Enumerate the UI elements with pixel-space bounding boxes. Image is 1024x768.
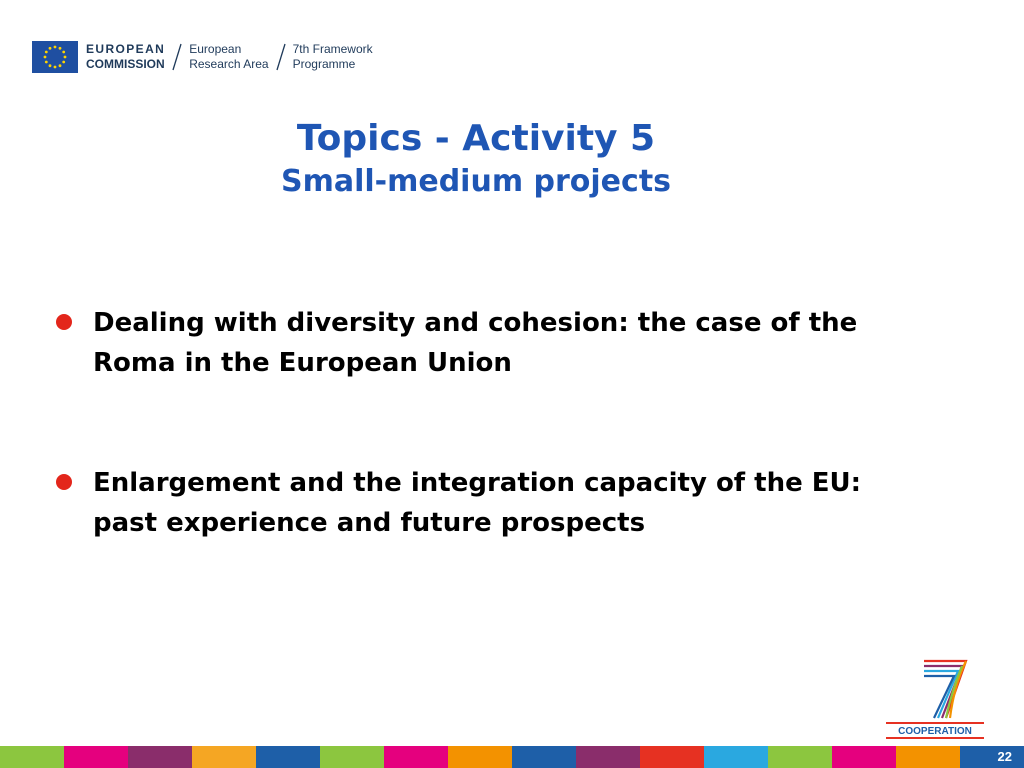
color-strip-segment: [256, 746, 320, 768]
bullet-item: [56, 303, 936, 383]
color-strip-segment: [320, 746, 384, 768]
color-strip-segment: [768, 746, 832, 768]
color-strip-segment: [128, 746, 192, 768]
color-strip-segment: [64, 746, 128, 768]
footer-color-strip: [0, 746, 1024, 768]
bullet-marker-icon: [56, 474, 72, 490]
bullet-item: [56, 463, 936, 543]
framework-programme-label: [293, 42, 373, 72]
bullet-text: Enlargement and the integration capacity of the EU: past experience and future prospects: [93, 468, 862, 538]
slide-title: Topics - Activity 5: [296, 118, 656, 159]
research-line-2: Research Area: [189, 57, 269, 71]
color-strip-segment: [960, 746, 1024, 768]
color-strip-segment: [192, 746, 256, 768]
fp-line-1: 7th Framework: [292, 42, 373, 56]
color-strip-segment: [640, 746, 704, 768]
color-strip-segment: [832, 746, 896, 768]
color-strip-segment: [512, 746, 576, 768]
research-area-label: [189, 42, 268, 72]
bullet-text: Dealing with diversity and cohesion: the case of the Roma in the European Union: [93, 308, 858, 378]
slide-title-block: [0, 115, 952, 201]
european-commission-label: [86, 42, 165, 72]
color-strip-segment: [384, 746, 448, 768]
commission-line-1: EUROPEAN: [86, 42, 166, 56]
fp-line-2: Programme: [292, 57, 356, 71]
bullet-marker-icon: [56, 314, 72, 330]
color-strip-segment: [0, 746, 64, 768]
color-strip-segment: [704, 746, 768, 768]
color-strip-segment: [896, 746, 960, 768]
divider-slash-icon: [275, 42, 287, 72]
cooperation-label: COOPERATION: [898, 726, 972, 737]
divider-slash-icon: [171, 42, 183, 72]
page-number: 22: [997, 749, 1012, 764]
eu-flag-icon: [32, 41, 78, 73]
research-line-1: European: [189, 42, 242, 56]
commission-line-2: COMMISSION: [86, 57, 165, 71]
header-logos: [32, 40, 373, 74]
fp7-cooperation-logo: [884, 656, 986, 740]
color-strip-segment: [576, 746, 640, 768]
slide-subtitle: Small-medium projects: [280, 164, 672, 199]
color-strip-segment: [448, 746, 512, 768]
